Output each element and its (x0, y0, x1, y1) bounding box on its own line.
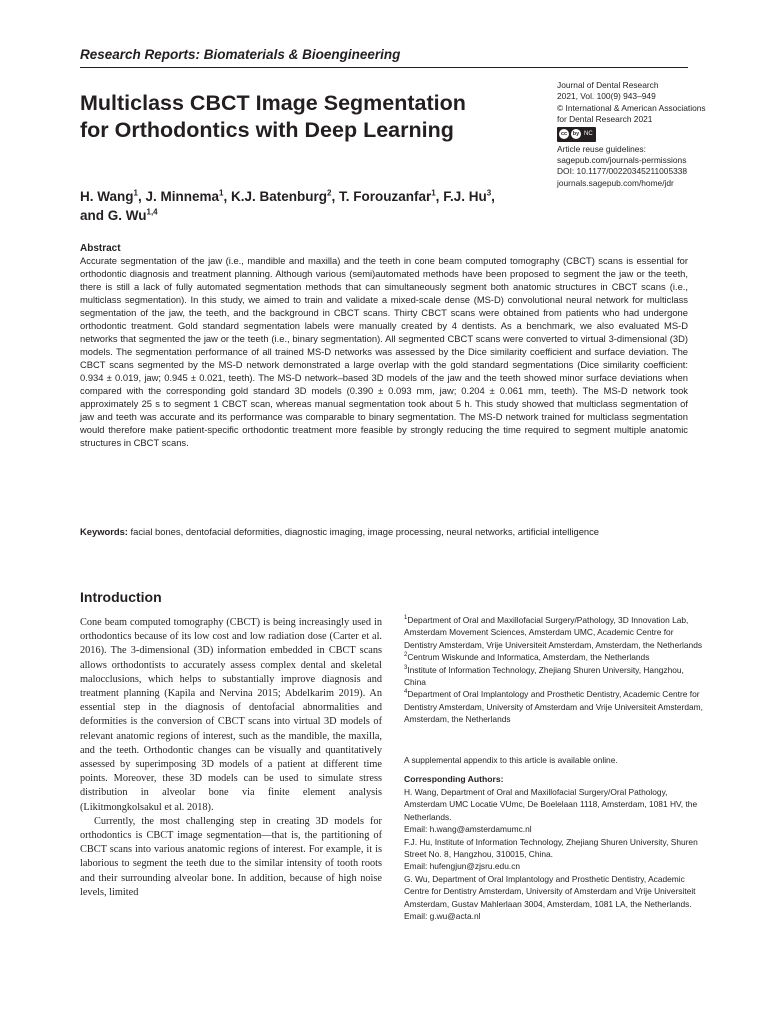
author-affil-sup: 2 (326, 188, 332, 198)
title-line-2: for Orthodontics with Deep Learning (80, 118, 454, 142)
author-name: J. Minnema (145, 189, 219, 204)
by-icon: by (572, 131, 580, 138)
author-affil-sup: 3 (486, 188, 492, 198)
introduction-body (80, 616, 382, 900)
journal-copyright: © International & American Associations (557, 102, 706, 113)
affiliation-sup: 2 (404, 652, 408, 659)
keywords-text: facial bones, dentofacial deformities, diagnostic imaging, image processing, neural networks, artificial intelligence (130, 526, 600, 537)
affiliation-sup: 3 (404, 664, 408, 671)
affiliation-text: Centrum Wiskunde and Informatica, Amsterdam, the Netherlands (407, 652, 650, 663)
affiliation-item (404, 614, 704, 651)
abstract-text: Accurate segmentation of the jaw (i.e., mandible and maxilla) and the teeth in cone beam computed tomography (CBCT) scans is essential for orthodontic diagnosis and treatment planning. Although various (semi)automated methods have been proposed to segment the jaw or the teeth, there is still a lack of fully automated segmentation methods that can simultaneously segment both anatomic structures in CBCT scans (i.e., multiclass segmentation). In this study, we aimed to train and validate a mixed-scale dense (MS-D) convolutional neural network for multiclass segmentation of the jaw, the teeth, and the background in CBCT scans. Thirty CBCT scans were obtained from patients who had undergone orthodontic treatment. Gold standard segmentation labels were manually created by 4 dentists. As a benchmark, we also evaluated MS-D networks that segmented the jaw or the teeth (i.e., binary segmentation). All segmented CBCT scans were converted to virtual 3-dimensional (3D) models. The segmentation performance of all trained MS-D networks was assessed by the Dice similarity coefficient and surface deviation. The CBCT scans segmented by the MS-D network demonstrated a large overlap with the gold standard segmentations (Dice similarity coefficient: 0.934 ± 0.019, jaw; 0.945 ± 0.021, teeth). The MS-D network–based 3D models of the jaw and the teeth showed minor surface deviations when compared with the corresponding gold standard 3D models (0.390 ± 0.093 mm, jaw; 0.204 ± 0.061 mm, teeth). The MS-D network took approximately 25 s to segment 1 CBCT scan, whereas manual segmentation took about 5 h. This study showed that multiclass segmentation of jaw and teeth was accurate and its performance was comparable to binary segmentation. The MS-D network trained for multiclass segmentation would therefore make patient-specific orthodontic treatment more feasible by strongly reducing the time required to segment multiple anatomic structures in CBCT scans. (80, 255, 688, 448)
affiliations (404, 614, 704, 726)
journal-home-link[interactable]: journals.sagepub.com/home/jdr (557, 177, 674, 188)
cc-license-badge[interactable] (557, 127, 596, 142)
author-name: and G. Wu (80, 208, 147, 223)
corresponding-authors (404, 786, 704, 922)
author-name: F.J. Hu (443, 189, 487, 204)
journal-info (557, 80, 706, 189)
affiliation-item (404, 651, 704, 663)
author-affil-sup: 1 (431, 188, 436, 198)
author-affil-sup: 1 (219, 188, 224, 198)
nc-label: NC (584, 130, 593, 137)
intro-paragraph: Cone beam computed tomography (CBCT) is being increasingly used in orthodontics because of its low cost and low radiation dose (Carter et al. 2016). The 3-dimensional (3D) information embedded in CBCT scans allows orthodontists to accurately assess complex dental and skeletal malocclusions, which helps to substantially improve diagnosis and treatment planning (Kapila and Nervina 2015; Abdelkarim 2019). An essential step in the diagnosis of dentofacial abnormalities and deformities is the conversion of CBCT scans into virtual 3D models of relevant anatomic regions of interest, such as the mandible, the maxilla, and the teeth. Orthodontic changes can be visually and quantitatively assessed by superimposing 3D models of a patient at different time points. Moreover, these 3D models can be used to simulate stress distribution in alveolar bone via finite element analysis (Likitmongkolsakul et al. 2018). (80, 617, 382, 813)
abstract-heading: Abstract (80, 243, 121, 254)
introduction-heading: Introduction (80, 589, 162, 605)
author-affil-sup: 1 (133, 188, 138, 198)
header-rule (80, 67, 688, 68)
affiliation-text: Department of Oral and Maxillofacial Surgery/Pathology, 3D Innovation Lab, Amsterdam Movement Sciences, Amsterdam UMC, Academic Centre for Dentistry Amsterdam, Vrije Universiteit Amsterdam, Amsterdam, the Netherlands (404, 615, 703, 650)
author-affil-sup: 1,4 (146, 207, 158, 217)
paper-title (80, 90, 540, 144)
corresponding-address: G. Wu, Department of Oral Implantology and Prosthetic Dentistry, Academic Centre for Dentistry Amsterdam, University of Amsterdam and Vrije Universiteit Amsterdam, Gustav Mahlerlaan 3004, Amsterdam, 1081 LA, the Netherlands. (404, 873, 696, 909)
affiliation-sup: 4 (404, 689, 408, 696)
affiliation-item (404, 688, 704, 725)
corresponding-email[interactable]: Email: h.wang@amsterdamumc.nl (404, 824, 532, 835)
journal-copyright-cont: for Dental Research 2021 (557, 114, 653, 125)
cc-icon: cc (560, 131, 568, 138)
permissions-link[interactable]: sagepub.com/journals-permissions (557, 155, 687, 166)
reuse-label: Article reuse guidelines: (557, 143, 646, 154)
affiliation-text: Department of Oral Implantology and Prosthetic Dentistry, Academic Centre for Dentistry Amsterdam, University of Amsterdam and Vrije Universiteit Amsterdam, Amsterdam, the Netherlands (404, 689, 703, 725)
corresponding-email[interactable]: Email: hufengjun@zjsru.edu.cn (404, 861, 521, 872)
corresponding-heading: Corresponding Authors: (404, 774, 504, 784)
author-list: H. Wang$^1$, J. Minnema$^1$, K.J. Batenburg$^2$, T. Forouzanfar$^1$, F.J. Hu$^3$, and G. Wu$^{1,4}$ (80, 188, 495, 223)
keywords-label: Keywords: (80, 526, 128, 537)
journal-volume: 2021, Vol. 100(9) 943–949 (557, 91, 656, 102)
author-name: T. Forouzanfar (338, 189, 432, 204)
title-line-1: Multiclass CBCT Image Segmentation (80, 91, 466, 115)
corresponding-email[interactable]: Email: g.wu@acta.nl (404, 911, 481, 922)
affiliation-text: Institute of Information Technology, Zhejiang Shuren University, Hangzhou, China (404, 664, 684, 688)
corresponding-address: F.J. Hu, Institute of Information Technology, Zhejiang Shuren University, Shuren Street No. 8, Hangzhou, 310015, China. (404, 836, 698, 860)
author-name: K.J. Batenburg (230, 189, 327, 204)
affiliation-sup: 1 (404, 615, 408, 622)
author-name: H. Wang (80, 189, 134, 204)
journal-name: Journal of Dental Research (557, 80, 659, 90)
section-header: Research Reports: Biomaterials & Bioengineering (80, 47, 401, 62)
doi[interactable]: DOI: 10.1177/00220345211005338 (557, 166, 688, 177)
supplement-note: A supplemental appendix to this article is available online. (404, 755, 618, 765)
keywords (80, 525, 688, 538)
intro-paragraph: Currently, the most challenging step in creating 3D models for orthodontics is CBCT image segmentation—that is, the partitioning of CBCT scans into various anatomic regions of interest. For example, it is laborious to segment the teeth due to the similar intensity of tooth roots and their surrounding alveolar bone. In addition, because of high noise levels, limited (80, 815, 382, 898)
corresponding-address: H. Wang, Department of Oral and Maxillofacial Surgery/Oral Pathology, Amsterdam UMC Locatie VUmc, De Boelelaan 1118, Amsterdam, 1081 HV, the Netherlands. (404, 787, 698, 822)
affiliation-item (404, 664, 704, 689)
